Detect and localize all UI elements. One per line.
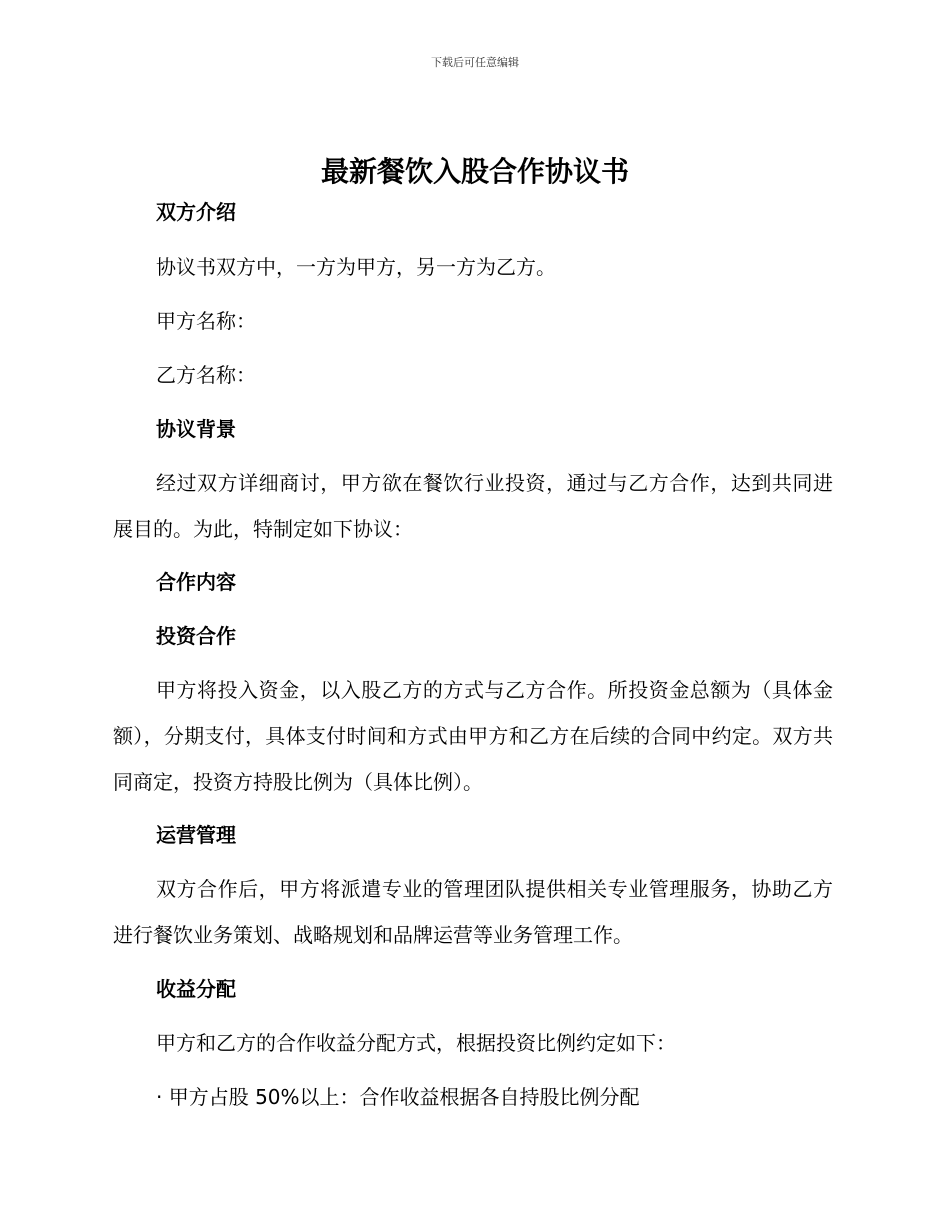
section-heading-investment: 投资合作 xyxy=(156,624,236,648)
operations-paragraph: 双方合作后，甲方将派遣专业的管理团队提供相关专业管理服务，协助乙方进行餐饮业务策划、战略规划和品牌运营等业务管理工作。 xyxy=(113,877,833,947)
section-heading-profit: 收益分配 xyxy=(156,977,236,1001)
intro-paragraph: 协议书双方中，一方为甲方，另一方为乙方。 xyxy=(156,255,556,279)
section-heading-operations: 运营管理 xyxy=(156,823,236,847)
section-heading-intro: 双方介绍 xyxy=(156,200,236,224)
document-title: 最新餐饮入股合作协议书 xyxy=(320,155,629,188)
party-a-name-field: 甲方名称： xyxy=(156,309,256,333)
investment-paragraph: 甲方将投入资金，以入股乙方的方式与乙方合作。所投资金总额为（具体金额），分期支付，具体支付时间和方式由甲方和乙方在后续的合同中约定。双方共同商定，投资方持股比例为（具体比例）。 xyxy=(113,678,833,794)
section-heading-content: 合作内容 xyxy=(156,570,236,594)
profit-paragraph: 甲方和乙方的合作收益分配方式，根据投资比例约定如下： xyxy=(156,1031,676,1055)
page-header-note: 下载后可任意编辑 xyxy=(431,56,519,69)
section-heading-background: 协议背景 xyxy=(156,417,236,441)
party-b-name-field: 乙方名称： xyxy=(156,363,256,387)
profit-bullet-item: · 甲方占股 50%以上：合作收益根据各自持股比例分配 xyxy=(156,1085,640,1109)
background-paragraph: 经过双方详细商讨，甲方欲在餐饮行业投资，通过与乙方合作，达到共同进展目的。为此，特制定如下协议： xyxy=(113,471,833,541)
